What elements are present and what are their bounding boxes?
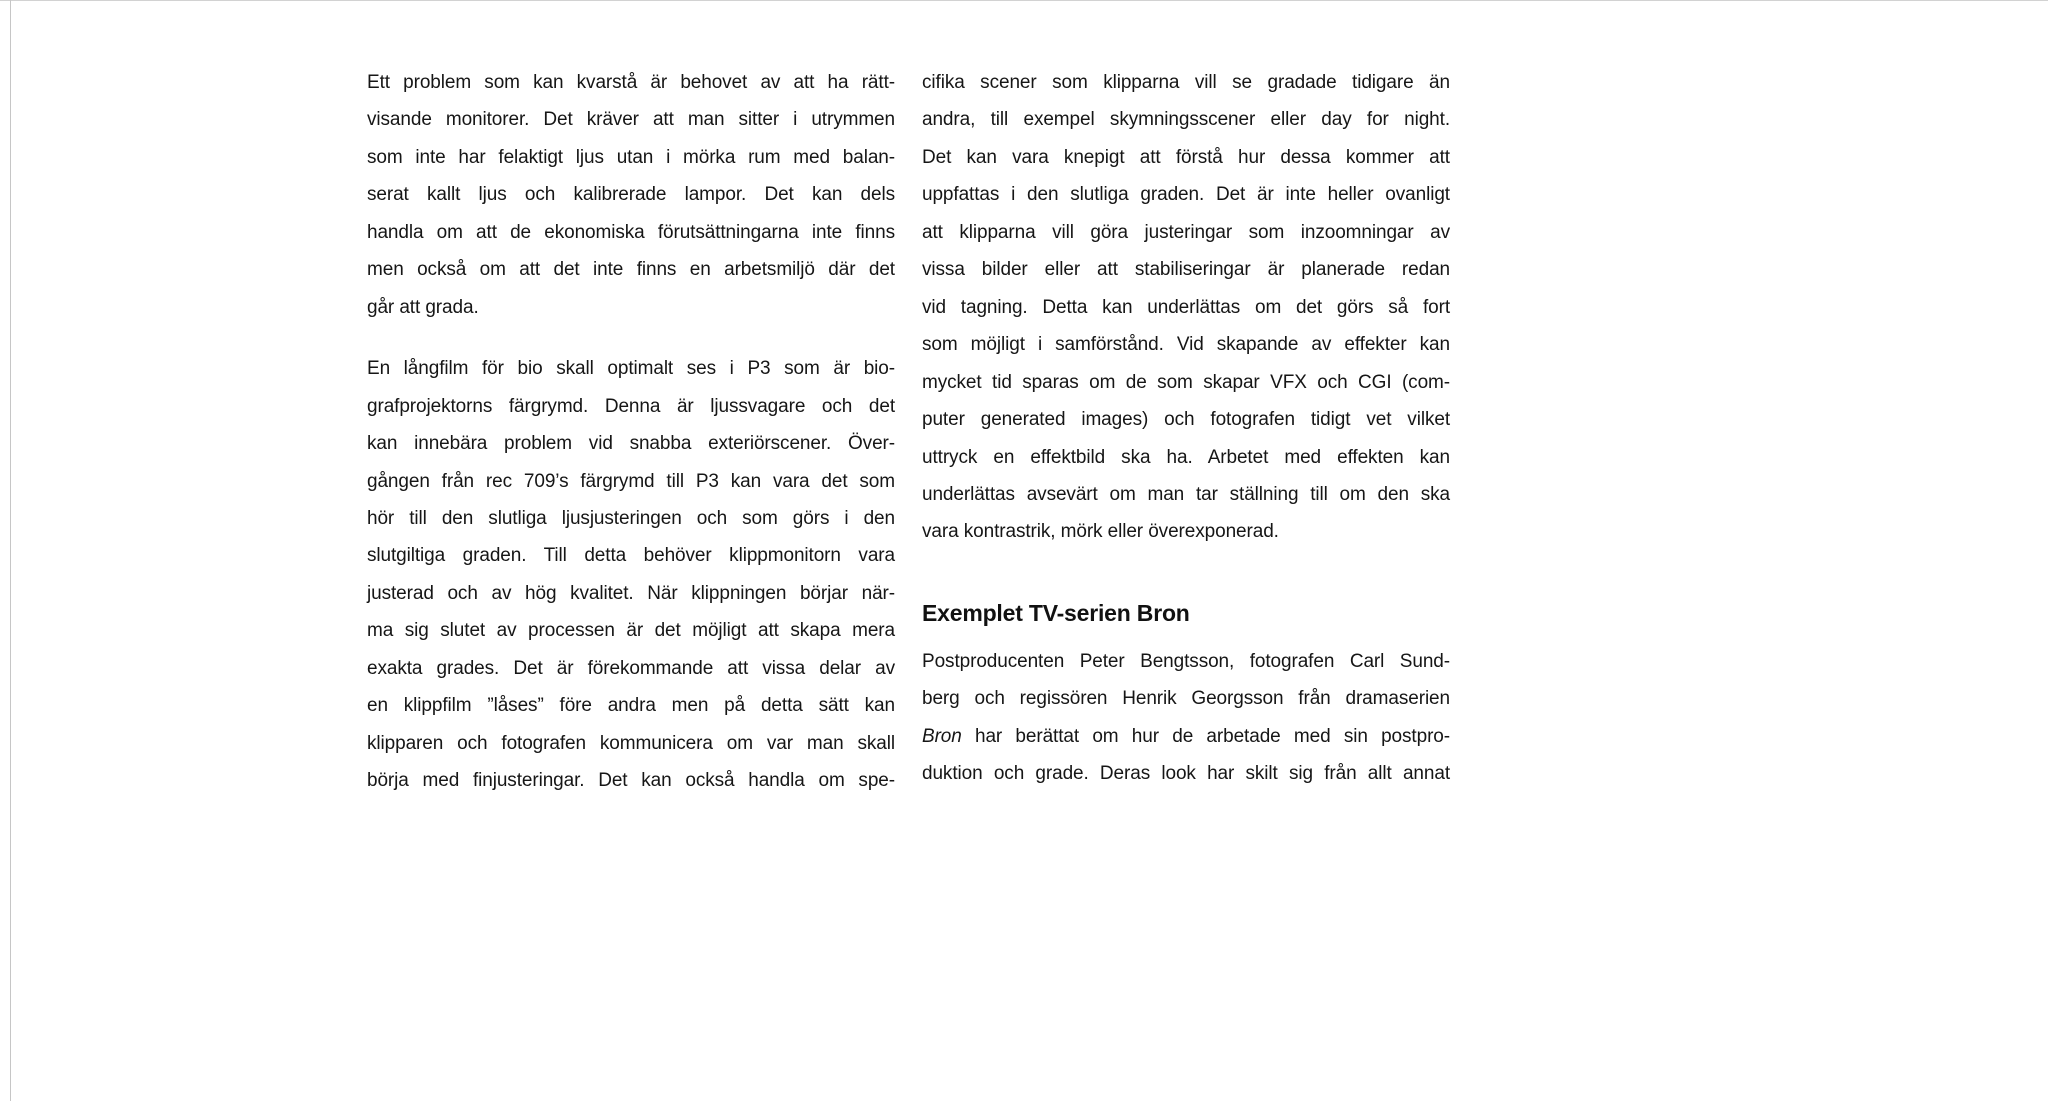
text-line: serat kallt ljus och kalibrerade lampor. Det kan dels: [367, 184, 895, 206]
text-line: ma sig slutet av processen är det möjligt att skapa mera: [367, 620, 895, 642]
text-line: cifika scener som klipparna vill se gradade tidigare än: [922, 72, 1450, 93]
text-line: som möjligt i samförstånd. Vid skapande av effekter kan: [922, 334, 1450, 356]
text-line: justerad och av hög kvalitet. När klippningen börjar när-: [367, 582, 895, 604]
text-line: underlättas avsevärt om man tar ställning till om den ska: [922, 483, 1450, 505]
right-text-column: [922, 64, 1450, 793]
text-line: en klippfilm ”låses” före andra men på detta sätt kan: [367, 695, 895, 717]
text-line: andra, till exempel skymningsscener eller day for night.: [922, 109, 1450, 131]
text-line: mycket tid sparas om de som skapar VFX och CGI (com-: [922, 371, 1450, 393]
text-line: berg och regissören Henrik Georgsson från dramaserien: [922, 688, 1450, 710]
text-line: vissa bilder eller att stabiliseringar är planerade redan: [922, 259, 1450, 281]
text-line: duktion och grade. Deras look har skilt sig från allt annat: [922, 763, 1450, 785]
text-line: men också om att det inte finns en arbetsmiljö där det: [367, 259, 895, 281]
text-line: En långfilm för bio skall optimalt ses i P3 som är bio-: [367, 358, 895, 380]
text-line: går att grada.: [367, 296, 479, 318]
text-line: vid tagning. Detta kan underlättas om det görs så fort: [922, 296, 1450, 318]
paragraph: [922, 64, 1450, 551]
page-edge-left: [10, 0, 11, 1101]
text-line: Ett problem som kan kvarstå är behovet av att ha rätt-: [367, 72, 895, 93]
text-line: grafprojektorns färgrymd. Denna är ljussvagare och det: [367, 395, 895, 417]
text-line: börja med finjusteringar. Det kan också handla om spe-: [367, 770, 895, 792]
text-line: uppfattas i den slutliga graden. Det är inte heller ovanligt: [922, 184, 1450, 206]
section-heading: Exemplet TV-serien Bron: [922, 599, 1190, 626]
page-edge-top: [0, 0, 2048, 1]
text-line: Det kan vara knepigt att förstå hur dessa kommer att: [922, 146, 1450, 168]
text-line: hör till den slutliga ljusjusteringen och som görs i den: [367, 507, 895, 529]
text-line: vara kontrastrik, mörk eller överexponerad.: [922, 521, 1279, 543]
text-line: gången från rec 709’s färgrymd till P3 kan vara det som: [367, 470, 895, 492]
text-line: klipparen och fotografen kommunicera om var man skall: [367, 732, 895, 754]
text-line: slutgiltiga graden. Till detta behöver klippmonitorn vara: [367, 545, 895, 567]
text-line: som inte har felaktigt ljus utan i mörka rum med balan-: [367, 146, 895, 168]
paragraph: [922, 643, 1450, 793]
text-line: Postproducenten Peter Bengtsson, fotografen Carl Sund-: [922, 650, 1450, 672]
left-text-column: [367, 64, 895, 800]
paragraph: [367, 350, 895, 799]
text-line-rest: har berättat om hur de arbetade med sin postpro-: [961, 725, 1450, 747]
text-line: uttryck en effektbild ska ha. Arbetet med effekten kan: [922, 446, 1450, 468]
text-line: visande monitorer. Det kräver att man sitter i utrymmen: [367, 109, 895, 131]
text-line: [922, 718, 1450, 755]
paragraph: [367, 64, 895, 326]
text-line: att klipparna vill göra justeringar som inzoomningar av: [922, 221, 1450, 243]
text-line: puter generated images) och fotografen tidigt vet vilket: [922, 409, 1450, 431]
text-line: handla om att de ekonomiska förutsättningarna inte finns: [367, 221, 895, 243]
text-line: exakta grades. Det är förekommande att vissa delar av: [367, 657, 895, 679]
series-title-italic: Bron: [922, 725, 962, 747]
text-line: kan innebära problem vid snabba exteriörscener. Över-: [367, 433, 895, 455]
